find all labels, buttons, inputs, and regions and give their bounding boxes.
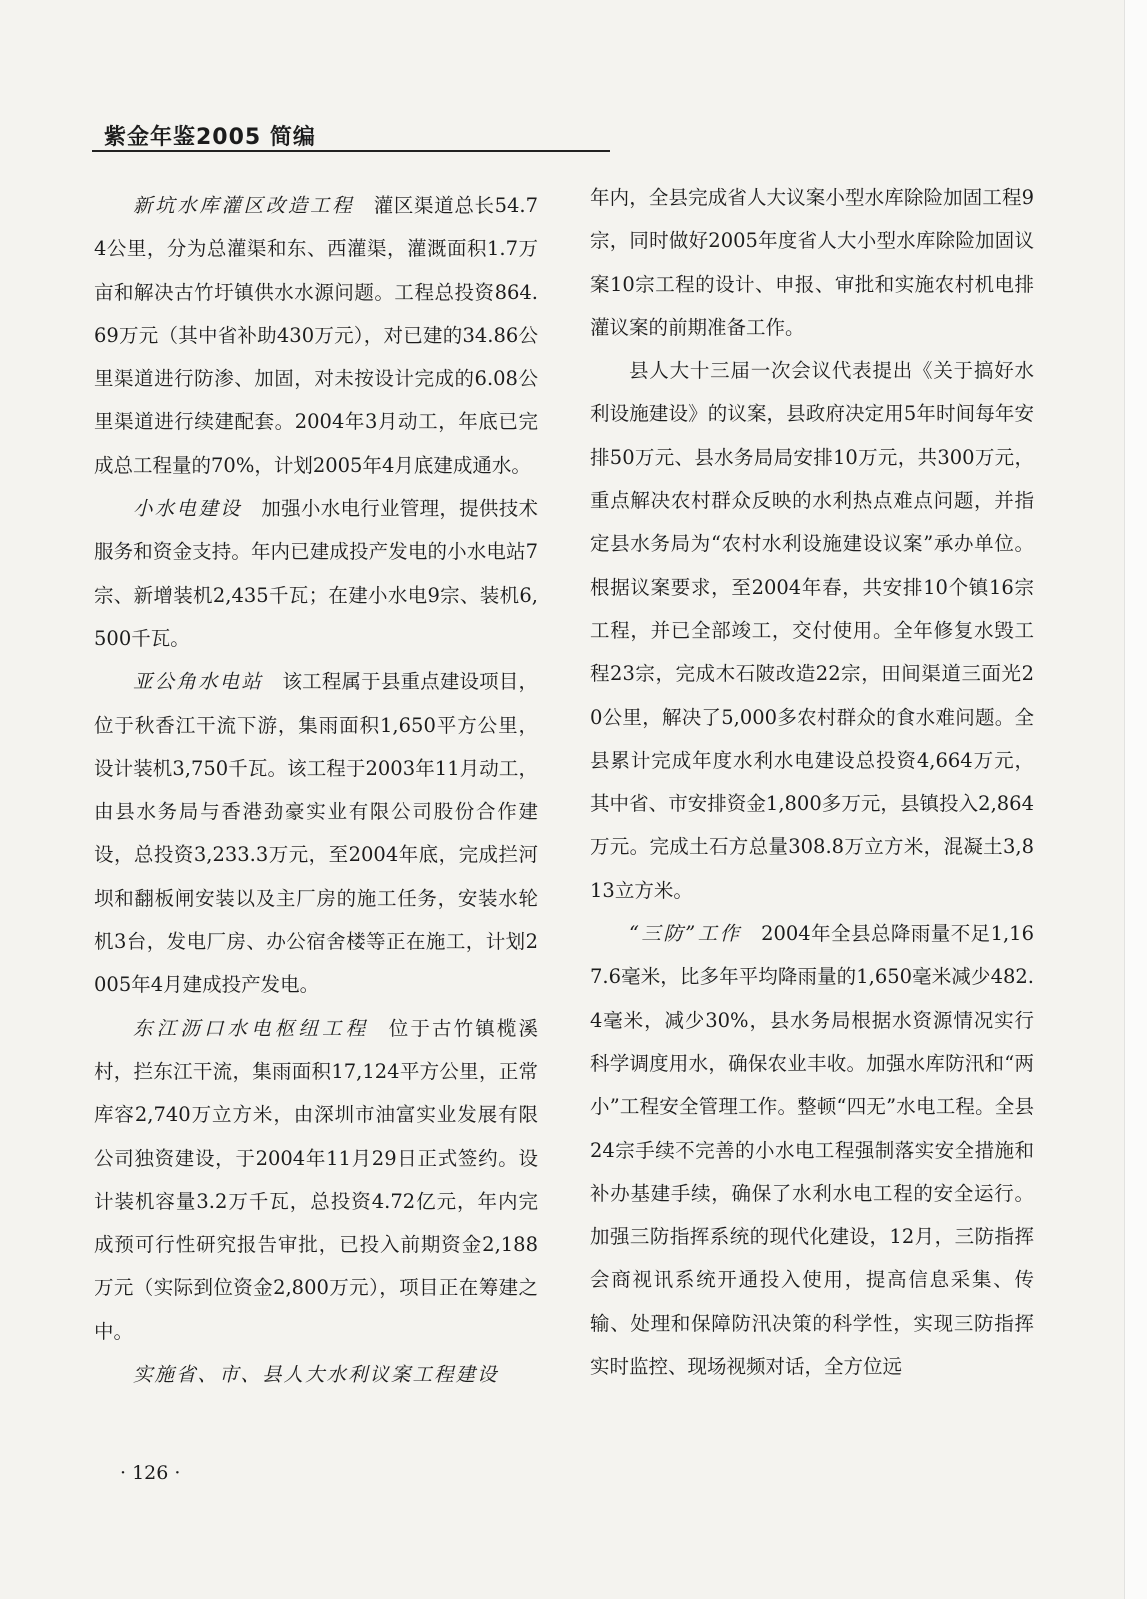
paragraph [94,1353,538,1396]
paragraph [94,487,538,660]
right-column [590,176,1034,1388]
paragraph [94,184,538,487]
left-column [94,184,538,1396]
paragraph-text: 灌区渠道总长54.74公里，分为总灌渠和东、西灌渠，灌溉面积1.7万亩和解决古竹圩镇供水水源问题。工程总投资864.69万元（其中省补助430万元），对已建的34.86公里渠道进行防渗、加固，对未按设计完成的6.08公里渠道进行续建配套。2004年3月动工，年底已完成总工程量的70%，计划2005年4月底建成通水。 [94,194,538,477]
section-heading: 新坑水库灌区改造工程 [133,194,355,217]
paragraph-text: 年内，全县完成省人大议案小型水库除险加固工程9宗，同时做好2005年度省人大小型水库除险加固议案10宗工程的设计、申报、审批和实施农村机电排灌议案的前期准备工作。 [590,186,1034,339]
section-heading: 东江沥口水电枢纽工程 [133,1016,370,1040]
paragraph [94,660,538,1006]
paragraph-text: 该工程属于县重点建设项目，位于秋香江干流下游，集雨面积1,650平方公里，设计装机3,750千瓦。该工程于2003年11月动工，由县水务局与香港劲豪实业有限公司股份合作建设，总投资3,233.3万元，至2004年底，完成拦河坝和翻板闸安装以及主厂房的施工任务，安装水轮机3台，发电厂房、办公宿舍楼等正在施工，计划2005年4月建成投产发电。 [94,670,538,997]
section-heading: 实施省、市、县人大水利议案工程建设 [133,1363,499,1387]
section-heading: “三防”工作 [629,922,742,946]
section-heading: 亚公角水电站 [133,670,263,694]
paragraph-text: 加强小水电行业管理，提供技术服务和资金支持。年内已建成投产发电的小水电站7宗、新增装机2,435千瓦；在建小水电9宗、装机6,500千瓦。 [94,497,538,650]
paragraph-text: 位于古竹镇榄溪村，拦东江干流，集雨面积17,124平方公里，正常库容2,740万立方米，由深圳市油富实业发展有限公司独资建设，于2004年11月29日正式签约。设计装机容量3.2万千瓦，总投资4.72亿元，年内完成预可行性研究报告审批，已投入前期资金2,188万元（实际到位资金2,800万元），项目正在筹建之中。 [94,1016,538,1343]
paragraph [590,912,1034,1388]
scan-edge [1124,0,1147,1599]
section-heading: 小水电建设 [133,497,242,521]
paragraph [590,176,1034,349]
page-number: · 126 · [120,1462,181,1484]
paragraph-text: 2004年全县总降雨量不足1,167.6毫米，比多年平均降雨量的1,650毫米减少482.4毫米，减少30%，县水务局根据水资源情况实行科学调度用水，确保农业丰收。加强水库防汛和“两小”工程安全管理工作。整顿“四无”水电工程。全县24宗手续不完善的小水电工程强制落实安全措施和补办基建手续，确保了水利水电工程的安全运行。加强三防指挥系统的现代化建设，12月，三防指挥会商视讯系统开通投入使用，提高信息采集、传输、处理和保障防汛决策的科学性，实现三防指挥实时监控、现场视频对话，全方位远 [590,922,1034,1379]
paragraph-text: 县人大十三届一次会议代表提出《关于搞好水利设施建设》的议案，县政府决定用5年时间每年安排50万元、县水务局局安排10万元，共300万元，重点解决农村群众反映的水利热点难点问题，并指定县水务局为“农村水利设施建设议案”承办单位。根据议案要求，至2004年春，共安排10个镇16宗工程，并已全部竣工，交付使用。全年修复水毁工程23宗，完成木石陂改造22宗，田间渠道三面光20公里，解决了5,000多农村群众的食水难问题。全县累计完成年度水利水电建设总投资4,664万元，其中省、市安排资金1,800多万元，县镇投入2,864万元。完成土石方总量308.8万立方米，混凝土3,813立方米。 [590,359,1034,902]
running-header: 紫金年鉴2005 简编 [104,125,316,150]
header-rule [92,150,610,152]
paragraph [94,1007,538,1353]
paragraph [590,349,1034,912]
